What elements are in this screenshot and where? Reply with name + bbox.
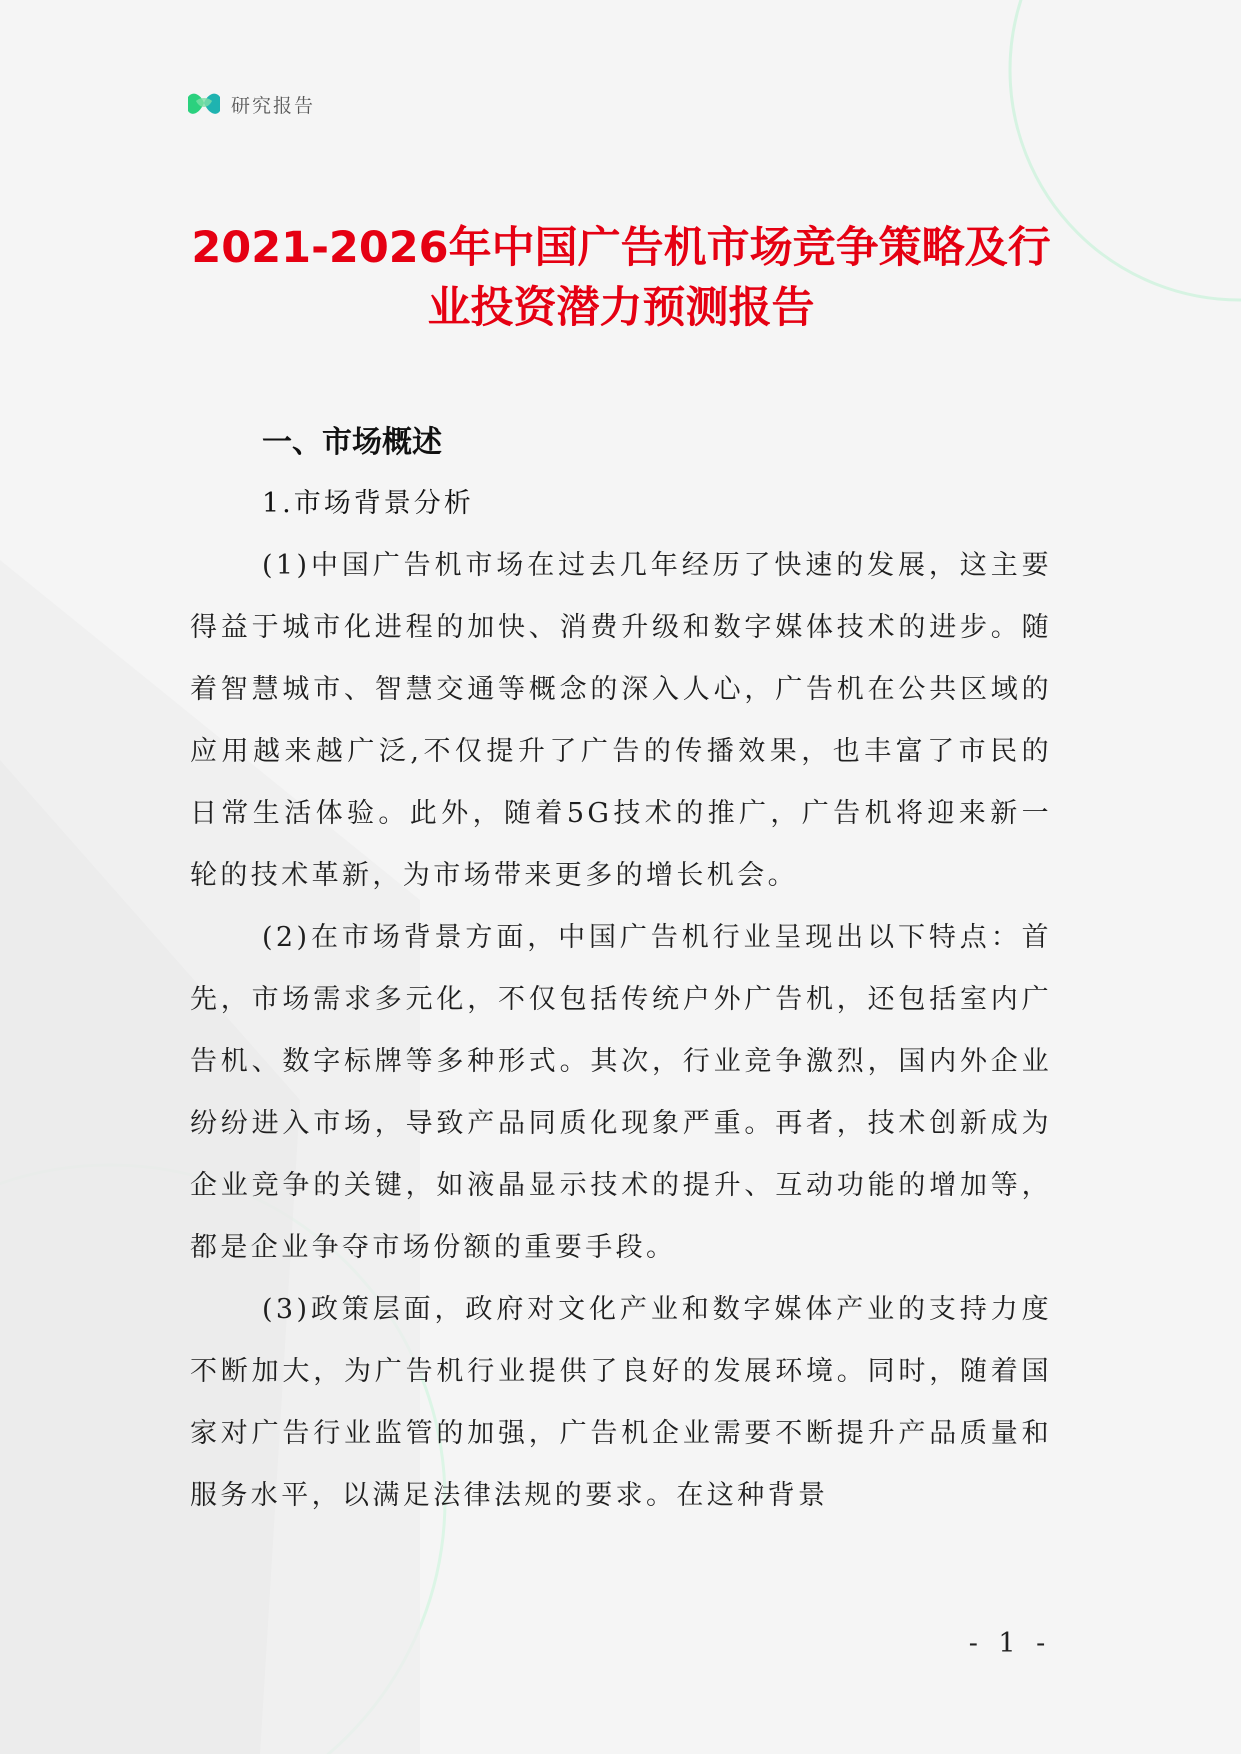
page-number: - 1 - [968, 1628, 1052, 1659]
logo-label: 研究报告 [231, 94, 316, 117]
section-heading: 一、市场概述 [262, 425, 442, 460]
paragraph-3: (3)政策层面，政府对文化产业和数字媒体产业的支持力度不断加大，为广告机行业提供了良好的发展环境。同时，随着国家对广告行业监管的加强，广告机企业需要不断提升产品质量和服务水平，以满足法律法规的要求。在这种背景 [190, 1294, 1052, 1511]
paragraph-1: (1)中国广告机市场在过去几年经历了快速的发展，这主要得益于城市化进程的加快、消费升级和数字媒体技术的进步。随着智慧城市、智慧交通等概念的深入人心，广告机在公共区域的应用越来越广泛,不仅提升了广告的传播效果，也丰富了市民的日常生活体验。此外，随着5G技术的推广，广告机将迎来新一轮的技术革新，为市场带来更多的增长机会。 [190, 550, 1052, 891]
report-title: 2021-2026年中国广告机市场竞争策略及行业投资潜力预测报告 [191, 223, 1051, 333]
butterfly-logo-icon [186, 89, 222, 119]
section-subheading: 1.市场背景分析 [262, 488, 474, 519]
paragraph-2: (2)在市场背景方面，中国广告机行业呈现出以下特点：首先，市场需求多元化，不仅包括传统户外广告机，还包括室内广告机、数字标牌等多种形式。其次，行业竞争激烈，国内外企业纷纷进入市场，导致产品同质化现象严重。再者，技术创新成为企业竞争的关键，如液晶显示技术的提升、互动功能的增加等，都是企业争夺市场份额的重要手段。 [190, 922, 1052, 1263]
header-logo [186, 89, 315, 119]
report-body [190, 413, 1052, 1527]
